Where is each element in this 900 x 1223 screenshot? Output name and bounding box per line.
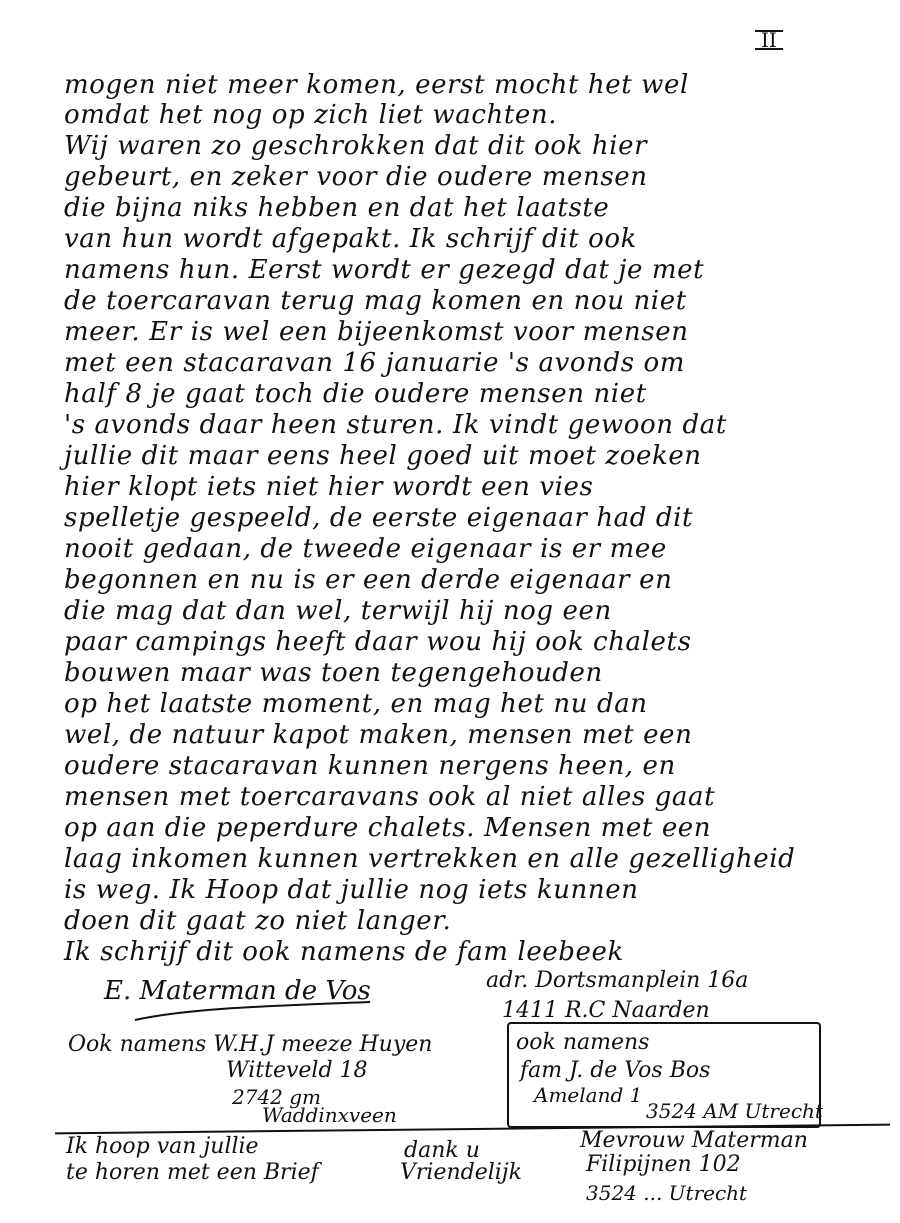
body-line: meer. Er is wel een bijeenkomst voor mensen	[64, 317, 689, 347]
on-behalf-box-line: 3524 AM Utrecht	[646, 1099, 823, 1123]
body-line: Ik schrijf dit ook namens de fam leebeek	[64, 937, 624, 967]
body-line: is weg. Ik Hoop dat jullie nog iets kunnen	[64, 875, 639, 905]
body-line: spelletje gespeeld, de eerste eigenaar had dit	[64, 503, 694, 533]
body-line: van hun wordt afgepakt. Ik schrijf dit ook	[64, 224, 637, 254]
closing-left-line: Ik hoop van jullie	[66, 1134, 259, 1159]
body-line: die bijna niks hebben en dat het laatste	[64, 193, 610, 223]
body-line: gebeurt, en zeker voor die oudere mensen	[64, 162, 648, 192]
signature: E. Materman de Vos	[104, 976, 371, 1006]
sender-address-line: 1411 R.C Naarden	[502, 998, 710, 1023]
signature-flourish	[130, 1000, 380, 1026]
body-line: oudere stacaravan kunnen nergens heen, en	[64, 751, 676, 781]
body-line: doen dit gaat zo niet langer.	[64, 906, 452, 936]
body-line: mensen met toercaravans ook al niet alles gaat	[64, 782, 716, 812]
closing-middle-line: Vriendelijk	[400, 1160, 522, 1185]
closing-left-line: te horen met een Brief	[66, 1160, 319, 1185]
on-behalf-box-line: ook namens	[516, 1030, 650, 1055]
body-line: laag inkomen kunnen vertrekken en alle gezelligheid	[64, 844, 796, 874]
body-line: mogen niet meer komen, eerst mocht het wel	[64, 70, 689, 100]
body-line: half 8 je gaat toch die oudere mensen niet	[64, 379, 647, 409]
body-line: paar campings heeft daar wou hij ook chalets	[64, 627, 692, 657]
closing-middle-line: dank u	[404, 1138, 480, 1163]
closing-right-line: Mevrouw Materman	[580, 1128, 808, 1153]
body-line: 's avonds daar heen sturen. Ik vindt gewoon dat	[64, 410, 727, 440]
on-behalf-left-line: Waddinxveen	[262, 1103, 397, 1127]
body-line: met een stacaravan 16 januarie 's avonds om	[64, 348, 686, 378]
on-behalf-left-line: 2742 gm	[232, 1085, 322, 1109]
sender-address-line: adr. Dortsmanplein 16a	[486, 968, 749, 993]
body-line: hier klopt iets niet hier wordt een vies	[64, 472, 594, 502]
body-line: die mag dat dan wel, terwijl hij nog een	[64, 596, 612, 626]
body-line: de toercaravan terug mag komen en nou niet	[64, 286, 687, 316]
closing-right-line: 3524 ... Utrecht	[586, 1181, 748, 1205]
body-line: wel, de natuur kapot maken, mensen met een	[64, 720, 693, 750]
on-behalf-box-line: fam J. de Vos Bos	[520, 1058, 711, 1083]
closing-right-line: Filipijnen 102	[586, 1152, 741, 1177]
body-line: op aan die peperdure chalets. Mensen met een	[64, 813, 712, 843]
body-line: jullie dit maar eens heel goed uit moet zoeken	[64, 441, 702, 471]
body-line: namens hun. Eerst wordt er gezegd dat je met	[64, 255, 705, 285]
on-behalf-left-line: Witteveld 18	[226, 1058, 368, 1083]
on-behalf-left-line: Ook namens W.H.J meeze Huyen	[68, 1032, 433, 1057]
page-number: II	[755, 30, 783, 50]
body-line: nooit gedaan, de tweede eigenaar is er mee	[64, 534, 667, 564]
body-line: begonnen en nu is er een derde eigenaar en	[64, 565, 673, 595]
body-line: Wij waren zo geschrokken dat dit ook hier	[64, 131, 648, 161]
body-line: op het laatste moment, en mag het nu dan	[64, 689, 648, 719]
body-line: bouwen maar was toen tegengehouden	[64, 658, 603, 688]
body-line: omdat het nog op zich liet wachten.	[64, 100, 558, 130]
on-behalf-box-line: Ameland 1	[534, 1083, 643, 1107]
